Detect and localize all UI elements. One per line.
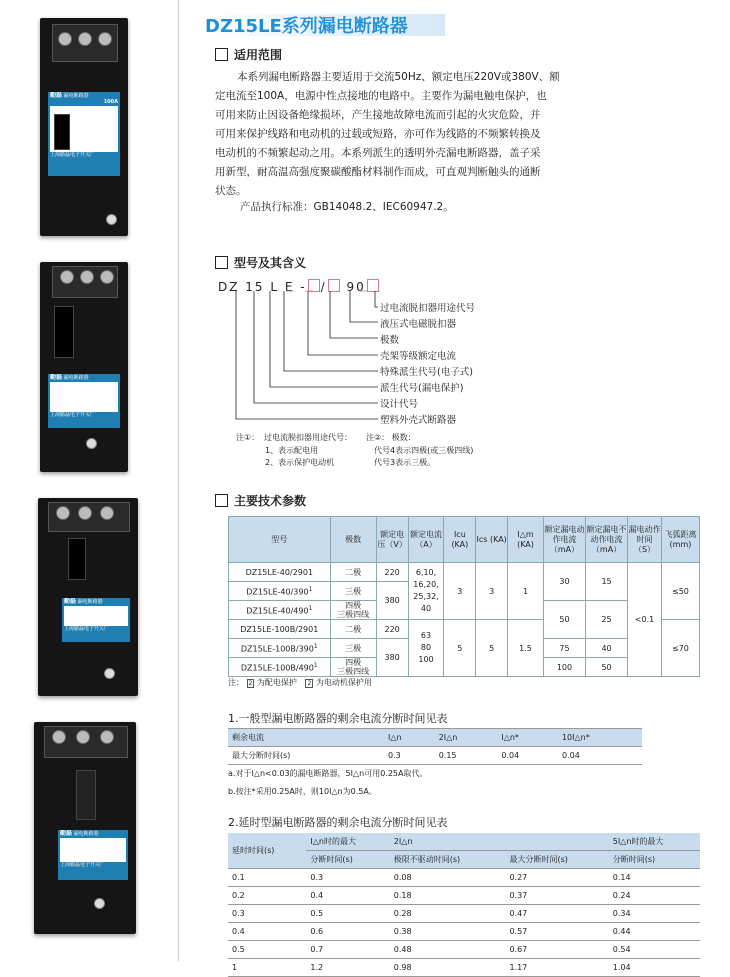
spec-table <box>228 516 700 677</box>
t1-cell: 最大分断时间(s) <box>228 747 384 765</box>
t1-header: 2I△n <box>435 729 498 747</box>
model-meaning: 特殊派生代号(电子式) <box>380 367 473 378</box>
usage-line: 可用来防止因设备绝缘损坏，产生接地故障电流而引起的火灾危险，并 <box>215 109 541 121</box>
table-row <box>228 923 700 941</box>
model-code-90: 90 <box>346 280 366 294</box>
spec-header: 漏电动作时间（S） <box>628 517 662 563</box>
spec-time: <0.1 <box>628 563 662 677</box>
product-name-2: 漏电断路器 <box>63 375 89 381</box>
t2-header: 分断时间(s) <box>609 851 700 869</box>
product-maker-4: 上海勤磊电子开关厂 <box>60 862 106 868</box>
model-note1-b: 2、表示保护电动机 <box>265 458 335 467</box>
spec-poles: 四极 三极四线 <box>330 658 376 677</box>
spec-icu: 3 <box>444 563 476 620</box>
t2-cell: 0.67 <box>505 941 608 959</box>
spec-current: 63 80 100 <box>408 620 444 677</box>
t2-header: 极限不驱动时间(s) <box>390 851 506 869</box>
spec-header: Icu (KA) <box>444 517 476 563</box>
t1-cell: 0.15 <box>435 747 498 765</box>
spec-idm: 1 <box>508 563 544 620</box>
delay-table <box>228 833 700 977</box>
t2-cell: 0.27 <box>505 869 608 887</box>
t1-header: I△n <box>384 729 435 747</box>
spec-arc: ≤70 <box>661 620 699 677</box>
t1-cell: 0.3 <box>384 747 435 765</box>
spec-idn: 30 <box>543 563 585 601</box>
t2-cell: 0.5 <box>228 941 306 959</box>
t2-cell: 0.54 <box>609 941 700 959</box>
product-maker-1: 上海勤磊电子开关厂 <box>50 152 96 158</box>
model-meaning: 塑料外壳式断路器 <box>380 415 457 426</box>
t2-cell: 0.08 <box>390 869 506 887</box>
model-note1-title: 过电流脱扣器用途代号： <box>264 433 352 442</box>
spec-current: 6,10, 16,20, 25,32, 40 <box>408 563 444 620</box>
t2-cell: 0.47 <box>505 905 608 923</box>
usage-line: 状态。 <box>215 185 247 197</box>
t2-cell: 0.38 <box>390 923 506 941</box>
spec-voltage: 380 <box>376 582 408 620</box>
t2-cell: 1 <box>228 959 306 977</box>
t2-cell: 0.4 <box>306 887 389 905</box>
spec-header: 额定漏电动作电流（mA） <box>543 517 585 563</box>
spec-voltage: 220 <box>376 620 408 639</box>
usage-heading-text: 适用范围 <box>234 48 283 62</box>
model-meaning: 液压式电磁脱扣器 <box>380 319 457 330</box>
spec-header: Ics (KA) <box>476 517 508 563</box>
spec-note-a: 为配电保护 <box>256 678 297 687</box>
model-code-prefix: DZ 15 L E - <box>218 280 307 294</box>
t2-cell: 0.14 <box>609 869 700 887</box>
t2-header: I△n时的最大 <box>306 833 389 851</box>
spec-ics: 3 <box>476 563 508 620</box>
t2-header: 分断时间(s) <box>306 851 389 869</box>
spec-header: I△m (KA) <box>508 517 544 563</box>
usage-line: 本系列漏电断路器主要适用于交流50Hz、额定电压220V或380V、额 <box>237 71 560 83</box>
product-brand-4: 勤磊 <box>60 830 73 837</box>
specs-heading-text: 主要技术参数 <box>234 494 307 508</box>
spec-model: $DZ15LE-100B/490^1$ <box>229 658 331 677</box>
table-row <box>228 729 642 747</box>
t2-cell: 0.1 <box>228 869 306 887</box>
spec-note-box-2: 2 <box>307 680 312 687</box>
spec-voltage: 220 <box>376 563 408 582</box>
t2-header: 2I△n <box>390 833 609 851</box>
spec-model: DZ15LE-40/2901 <box>229 563 331 582</box>
spec-voltage: 380 <box>376 639 408 677</box>
t2-cell: 1.04 <box>609 959 700 977</box>
t2-cell: 0.24 <box>609 887 700 905</box>
t2-cell: 0.5 <box>306 905 389 923</box>
t2-header: 5I△n时的最大 <box>609 833 700 851</box>
spec-header: 额定漏电不动作电流（mA） <box>586 517 628 563</box>
table-row <box>228 833 700 851</box>
usage-line: 电动机的不频繁起动之用。本系列派生的透明外壳漏电断路器，盖子采 <box>215 147 541 159</box>
spec-header: 额定电压（V） <box>376 517 408 563</box>
spec-note-box-1: 2 <box>248 680 253 687</box>
spec-note-b: 为电动机保护用 <box>315 678 372 687</box>
t1-header: 10I△n* <box>558 729 642 747</box>
t2-cell: 0.2 <box>228 887 306 905</box>
product-name-1: 漏电断路器 <box>63 93 89 99</box>
product-name-3: 漏电断路器 <box>77 599 103 605</box>
model-note1-a: 1、表示配电用 <box>265 446 319 455</box>
spec-header: 极数 <box>330 517 376 563</box>
spec-idm: 1.5 <box>508 620 544 677</box>
table-row <box>229 563 700 582</box>
table-row <box>228 887 700 905</box>
t2-header: 延时时间(s) <box>228 833 306 869</box>
spec-ics: 5 <box>476 620 508 677</box>
product-name-4: 漏电断路器 <box>73 831 99 837</box>
spec-model: $DZ15LE-40/490^1$ <box>229 601 331 620</box>
model-meaning: 设计代号 <box>380 399 419 410</box>
spec-idn: 75 <box>543 639 585 658</box>
model-meaning: 派生代号(漏电保护) <box>380 383 464 394</box>
spec-idn: 100 <box>543 658 585 677</box>
usage-line: 可用来保护线路和电动机的过载或短路，亦可作为线路的不频繁转换及 <box>215 128 541 140</box>
product-brand-3: 勤磊 <box>64 598 77 605</box>
product-brand-1: 勤磊 <box>50 92 63 99</box>
spec-idno: 15 <box>586 563 628 601</box>
model-note2-a: 代号4表示四极(或三极四线) <box>374 446 474 455</box>
t2-cell: 0.18 <box>390 887 506 905</box>
t2-cell: 0.3 <box>228 905 306 923</box>
spec-arc: ≤50 <box>661 563 699 620</box>
model-meaning: 过电流脱扣器用途代号 <box>380 303 476 314</box>
spec-header: 型号 <box>229 517 331 563</box>
spec-idn: 50 <box>543 601 585 639</box>
model-heading-text: 型号及其含义 <box>234 256 307 270</box>
t2-cell: 0.7 <box>306 941 389 959</box>
table2-title: 2.延时型漏电断路器的剩余电流分断时间见表 <box>228 816 448 829</box>
spec-model: $DZ15LE-100B/390^1$ <box>229 639 331 658</box>
product-brand-2: 勤磊 <box>50 374 63 381</box>
t2-cell: 0.6 <box>306 923 389 941</box>
model-note-label: 注①： <box>236 433 260 442</box>
spec-poles: 三极 <box>330 582 376 601</box>
product-rating-1: 100A <box>103 99 118 105</box>
t2-cell: 1.2 <box>306 959 389 977</box>
t1-cell: 0.04 <box>497 747 558 765</box>
superscript: 1 <box>308 585 313 593</box>
spec-header: 飞弧距离(mm) <box>661 517 699 563</box>
superscript: 1 <box>313 642 318 650</box>
spec-model: DZ15LE-100B/2901 <box>229 620 331 639</box>
checkbox-square-icon <box>215 494 228 507</box>
residual-current-table <box>228 728 642 765</box>
specs-heading <box>215 492 306 509</box>
model-note2-title: 注②： 极数： <box>366 433 416 442</box>
t2-cell: 0.28 <box>390 905 506 923</box>
spec-note <box>228 677 372 688</box>
spec-note-label: 注： <box>228 678 244 687</box>
t2-cell: 1.17 <box>505 959 608 977</box>
t2-cell: 0.4 <box>228 923 306 941</box>
spec-poles: 二极 <box>330 620 376 639</box>
standard-text: 产品执行标准：GB14048.2、IEC60947.2。 <box>240 201 454 213</box>
table-row <box>228 869 700 887</box>
model-meaning: 极数 <box>380 335 400 346</box>
t1-header: 剩余电流 <box>228 729 384 747</box>
t2-cell: 0.34 <box>609 905 700 923</box>
t2-cell: 0.98 <box>390 959 506 977</box>
spec-header: 额定电流（A） <box>408 517 444 563</box>
t1-cell: 0.04 <box>558 747 642 765</box>
t2-cell: 0.44 <box>609 923 700 941</box>
t2-cell: 0.57 <box>505 923 608 941</box>
spec-poles: 三极 <box>330 639 376 658</box>
table1-note-a: a.对于I△n<0.03的漏电断路器，5I△n可用0.25A取代。 <box>228 769 428 778</box>
model-code-slash: / <box>320 280 327 294</box>
table-row <box>228 905 700 923</box>
usage-line: 定电流至100A，电源中性点接地的电路中。主要作为漏电触电保护，也 <box>215 90 547 102</box>
table-row <box>228 941 700 959</box>
page-title: DZ15LE系列漏电断路器 <box>205 16 408 37</box>
table-row <box>228 747 642 765</box>
table1-title: 1.一般型漏电断路器的剩余电流分断时间见表 <box>228 712 448 725</box>
usage-line: 用新型，耐高温高强度聚碳酸酯材料制作而成，可直观判断触头的通断 <box>215 166 541 178</box>
table-row <box>228 959 700 977</box>
spec-model: $DZ15LE-40/390^1$ <box>229 582 331 601</box>
spec-idno: 40 <box>586 639 628 658</box>
t2-header: 最大分断时间(s) <box>505 851 608 869</box>
spec-icu: 5 <box>444 620 476 677</box>
spec-idno: 50 <box>586 658 628 677</box>
superscript: 1 <box>308 604 313 612</box>
product-maker-2: 上海勤磊电子开关厂 <box>50 412 96 418</box>
t2-cell: 0.3 <box>306 869 389 887</box>
model-note2-b: 代号3表示三极。 <box>374 458 436 467</box>
spec-poles: 四极 三极四线 <box>330 601 376 620</box>
spec-idno: 25 <box>586 601 628 639</box>
table1-note-b: b.按注*采用0.25A时，则10I△n为0.5A。 <box>228 787 377 796</box>
spec-poles: 二极 <box>330 563 376 582</box>
model-meaning: 壳架等级额定电流 <box>380 351 457 362</box>
t2-cell: 0.48 <box>390 941 506 959</box>
t1-header: I△n* <box>497 729 558 747</box>
t2-cell: 0.37 <box>505 887 608 905</box>
superscript: 1 <box>313 661 318 669</box>
product-maker-3: 上海勤磊电子开关厂 <box>64 626 110 632</box>
